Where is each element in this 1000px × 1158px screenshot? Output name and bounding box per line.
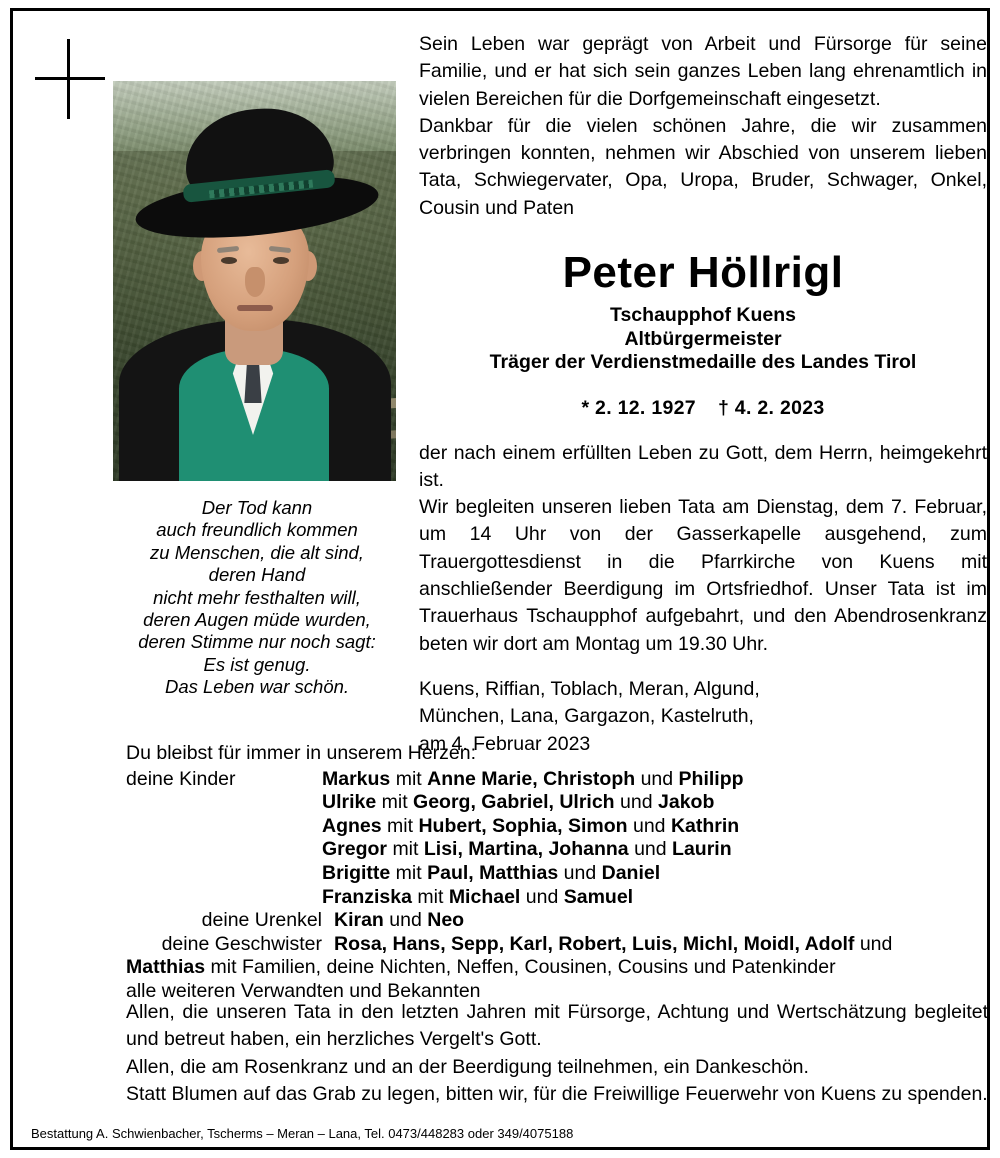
siblings-label: deine Geschwister <box>161 932 322 955</box>
siblings-rest-text: mit Familien, deine Nichten, Neffen, Cousinen, Cousins und Patenkinder <box>210 956 836 979</box>
child-and: und <box>525 885 559 908</box>
poem-line-6: deren Augen müde wurden, <box>143 609 371 631</box>
poem-line-3: zu Menschen, die alt sind, <box>150 541 364 563</box>
life-dates <box>419 397 987 420</box>
subtitle-role: Altbürgermeister <box>624 327 782 350</box>
child-partners: Paul, Matthias <box>427 861 559 884</box>
greatgrandchildren-label: deine Urenkel <box>201 909 322 932</box>
closing-line-3: Statt Blumen auf das Grab zu legen, bitten wir, für die Freiwillige Feuerwehr von Kuens zu spenden. <box>126 1082 988 1105</box>
family-row-children <box>126 768 988 910</box>
family-row-greatgrandchildren <box>126 909 988 933</box>
child-partners: Hubert, Sophia, Simon <box>418 814 628 837</box>
child-name: Brigitte <box>322 861 391 884</box>
closing-line-2: Allen, die am Rosenkranz und an der Beerdigung teilnehmen, ein Dankeschön. <box>126 1055 809 1078</box>
child-and: und <box>620 791 653 814</box>
intro-paragraph-2: Dankbar für die vielen schönen Jahre, die wir zusammen verbringen konnten, nehmen wir Abschied von unserem lieben Tata, Schwiegervater, Opa, Uropa, Bruder, Schwager, Onkel, Cousin und Paten <box>419 114 987 219</box>
places-line-3: am 4. Februar 2023 <box>419 732 591 755</box>
greatgrandchildren-and: und <box>389 909 422 932</box>
siblings-values <box>334 933 988 957</box>
siblings-continuation <box>126 956 988 980</box>
poem-line-5: nicht mehr festhalten will, <box>153 586 361 608</box>
child-and: und <box>563 861 597 884</box>
child-with: mit <box>381 791 408 814</box>
places-line-2: München, Lana, Gargazon, Kastelruth, <box>419 705 754 728</box>
subtitle-farm: Tschaupphof Kuens <box>610 304 796 327</box>
family-heading: Du bleibst für immer in unserem Herzen: <box>126 742 477 764</box>
child-partners: Lisi, Martina, Johanna <box>423 838 629 861</box>
content-area <box>13 11 987 1147</box>
family-row-siblings <box>126 933 988 957</box>
portrait-mouth <box>237 305 273 311</box>
poem-line-2: auch freundlich kommen <box>156 519 358 541</box>
relatives-line: alle weiteren Verwandten und Bekannten <box>126 979 481 1002</box>
child-name: Markus <box>322 767 391 790</box>
funeral-home-footer: Bestattung A. Schwienbacher, Tscherms – Meran – Lana, Tel. 0473/448283 oder 349/4075188 <box>31 1126 574 1141</box>
closing-thanks <box>126 999 988 1108</box>
child-name: Gregor <box>322 838 388 861</box>
child-with: mit <box>387 814 414 837</box>
subtitle-honor: Träger der Verdienstmedaille des Landes Tirol <box>489 351 917 374</box>
intro-paragraph-1: Sein Leben war geprägt von Arbeit und Fürsorge für seine Familie, und er hat sich sein ganzes Leben lang ehrenamtlich in vielen Bereichen für die Dorfgemeinschaft eingesetzt. <box>419 33 987 110</box>
child-partners: Georg, Gabriel, Ulrich <box>413 791 615 814</box>
sibling-name-matthias: Matthias <box>126 956 206 979</box>
portrait-nose <box>245 267 265 297</box>
child-partner-last: Jakob <box>658 791 715 814</box>
child-and: und <box>634 838 667 861</box>
child-partners: Michael <box>448 885 521 908</box>
poem-line-1: Der Tod kann <box>201 497 313 518</box>
child-entry <box>322 862 988 886</box>
greatgrandchild-name-2: Neo <box>427 909 465 932</box>
portrait-eye-left <box>221 257 237 264</box>
poem-line-7: deren Stimme nur noch sagt: <box>138 631 376 653</box>
after-dates-paragraph-2: Wir begleiten unseren lieben Tata am Dienstag, dem 7. Februar, um 14 Uhr von der Gasserkapelle ausgehend, zum Trauergottesdienst in die Pfarrkirche von Kuens mit anschließender Beerdigung im Ortsfriedhof. Unser Tata ist im Trauerhaus Tschaupphof aufgebahrt, und den Abendrosenkranz beten wir dort am Montag um 19.30 Uhr. <box>419 496 987 655</box>
portrait-eye-right <box>273 257 289 264</box>
child-partner-last: Laurin <box>672 838 732 861</box>
siblings-names: Rosa, Hans, Sepp, Karl, Robert, Luis, Michl, Moidl, Adolf <box>334 932 855 955</box>
child-partner-last: Philipp <box>678 767 744 790</box>
cross-icon <box>35 39 105 119</box>
deceased-titles <box>419 304 987 375</box>
portrait-photo <box>113 81 396 481</box>
child-partner-last: Kathrin <box>670 814 740 837</box>
child-and: und <box>632 814 666 837</box>
children-label: deine Kinder <box>126 767 236 790</box>
places-line-1: Kuens, Riffian, Toblach, Meran, Algund, <box>419 677 760 700</box>
poem-line-4: deren Hand <box>208 564 306 586</box>
child-entry <box>322 815 988 839</box>
child-entry <box>322 791 988 815</box>
deceased-name: Peter Höllrigl <box>562 248 844 298</box>
greatgrandchild-name-1: Kiran <box>334 909 384 932</box>
greatgrandchildren-values <box>334 909 988 933</box>
child-name: Ulrike <box>322 791 377 814</box>
after-dates-paragraph-1: der nach einem erfüllten Leben zu Gott, dem Herrn, heimgekehrt ist. <box>419 441 987 491</box>
child-partner-last: Daniel <box>601 861 661 884</box>
death-date: † 4. 2. 2023 <box>717 396 825 419</box>
child-entry <box>322 886 988 910</box>
cross-horizontal-bar <box>35 77 105 80</box>
child-entry <box>322 768 988 792</box>
poem-line-8: Es ist genug. <box>203 653 311 675</box>
siblings-and: und <box>859 932 893 955</box>
family-list <box>126 742 988 1004</box>
child-name: Franziska <box>322 885 412 908</box>
poem-line-9: Das Leben war schön. <box>164 676 350 698</box>
child-name: Agnes <box>322 814 382 837</box>
closing-line-1: Allen, die unseren Tata in den letzten Jahren mit Fürsorge, Achtung und Wertschätzung begleitet und betreut haben, ein herzliches Vergelt's Gott. <box>126 1001 988 1051</box>
child-entry <box>322 838 988 862</box>
child-with: mit <box>392 838 419 861</box>
child-partner-last: Samuel <box>563 885 634 908</box>
birth-date: * 2. 12. 1927 <box>581 396 696 419</box>
child-and: und <box>640 767 674 790</box>
obituary-text-column <box>419 31 987 758</box>
child-with: mit <box>417 885 444 908</box>
child-with: mit <box>395 767 422 790</box>
children-values <box>322 768 988 910</box>
child-with: mit <box>395 861 422 884</box>
child-partners: Anne Marie, Christoph <box>427 767 636 790</box>
memorial-poem <box>113 497 401 699</box>
